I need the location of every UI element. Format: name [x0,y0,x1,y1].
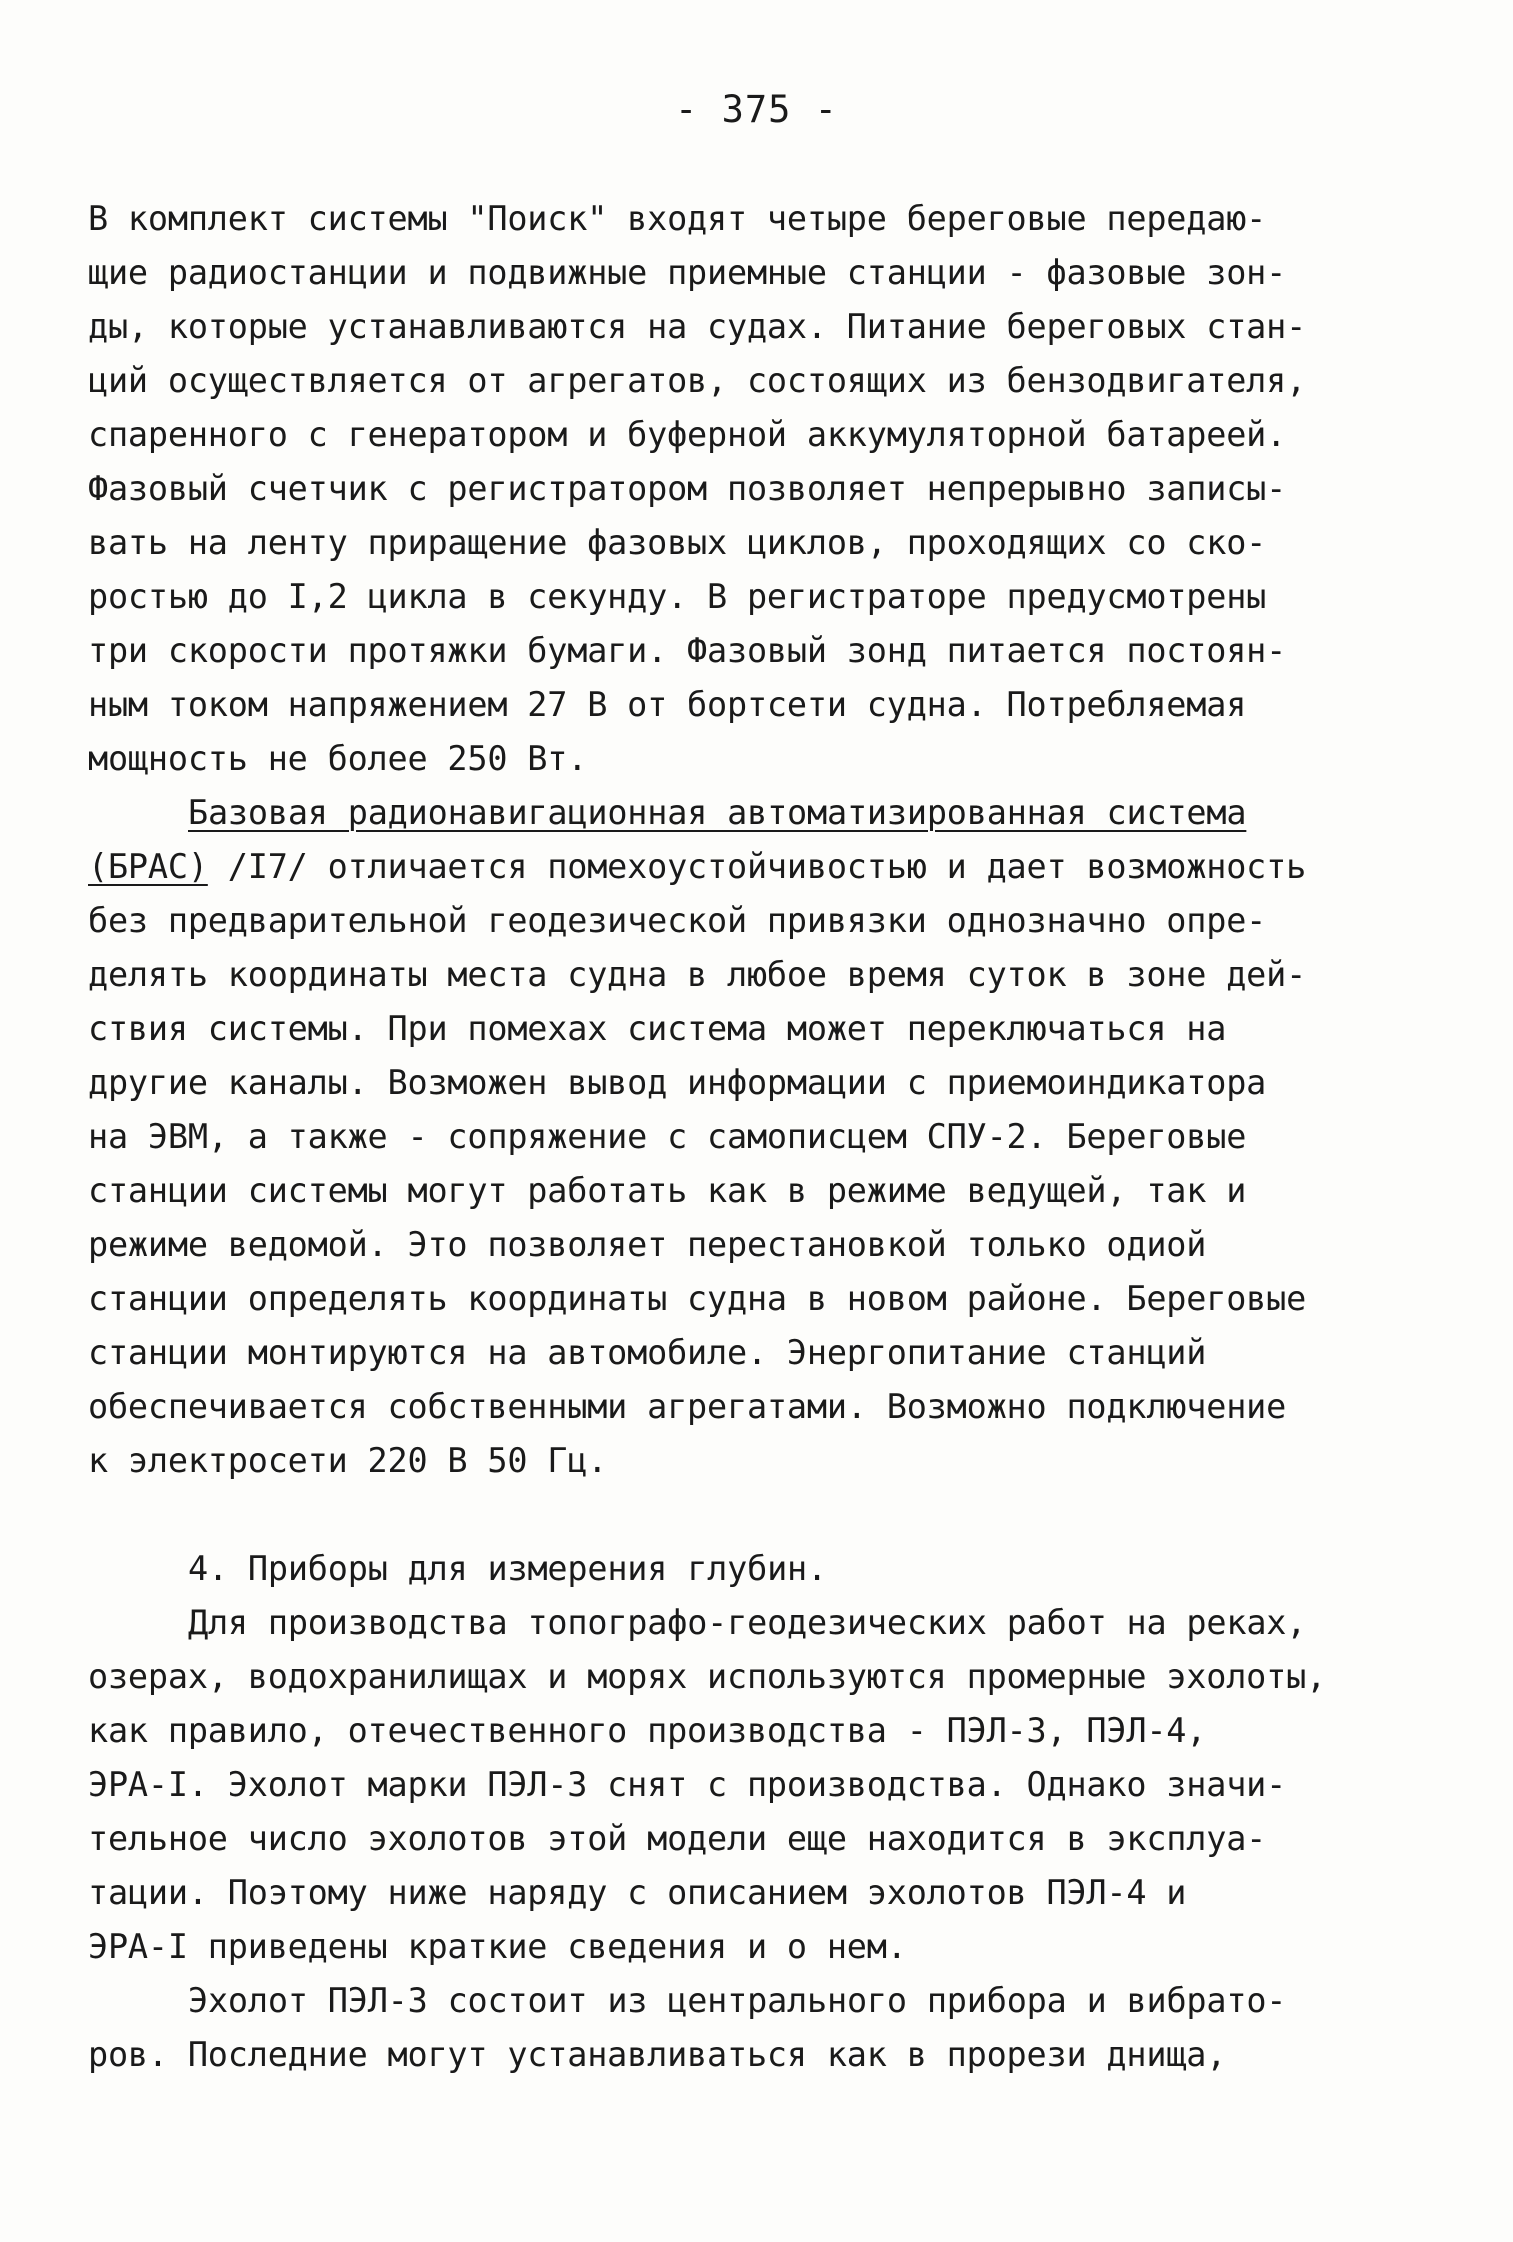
text-line: ЭРА-I приведены краткие сведения и о нем. [88,1927,907,1966]
text-line [88,786,1428,840]
text-line: В комплект системы "Поиск" входят четыре береговые передаю- [88,199,1267,238]
text-line: станции системы могут работать как в режиме ведущей, так и [88,1171,1247,1210]
underlined-abbreviation: (БРАС) [88,847,208,886]
text-line: тельное число эхолотов этой модели еще находится в эксплуа- [88,1819,1267,1858]
text-line: другие каналы. Возможен вывод информации с приемоиндикатора [88,1063,1267,1102]
text-line: обеспечивается собственными агрегатами. Возможно подключение [88,1387,1287,1426]
paragraph-bras [88,786,1428,1488]
text-line: озерах, водохранилищах и морях используются промерные эхолоты, [88,1657,1327,1696]
text-line: ций осуществляется от агрегатов, состоящих из бензодвигателя, [88,361,1307,400]
text-line: ным током напряжением 27 В от бортсети судна. Потребляемая [88,685,1247,724]
text-line: режиме ведомой. Это позволяет перестановкой только одиой [88,1225,1207,1264]
text-line: без предварительной геодезической привязки однозначно опре- [88,901,1267,940]
paragraph-poisk [88,192,1428,786]
document-body [88,192,1428,2082]
text-line: мощность не более 250 Вт. [88,739,588,778]
text-line: спаренного с генератором и буферной аккумуляторной батареей. [88,415,1287,454]
text-line: Эхолот ПЭЛ-3 состоит из центрального прибора и вибрато- [188,1981,1287,2020]
text-line: тации. Поэтому ниже наряду с описанием эхолотов ПЭЛ-4 и [88,1873,1187,1912]
section-heading: 4. Приборы для измерения глубин. [188,1549,827,1588]
text-line: ды, которые устанавливаются на судах. Питание береговых стан- [88,307,1307,346]
text-line: к электросети 220 В 50 Гц. [88,1441,608,1480]
text-line: щие радиостанции и подвижные приемные станции - фазовые зон- [88,253,1287,292]
text-line: ростью до I,2 цикла в секунду. В регистраторе предусмотрены [88,577,1267,616]
paragraph-pel3 [88,1974,1428,2082]
text-line [88,840,1428,894]
text-line: три скорости протяжки бумаги. Фазовый зонд питается постоян- [88,631,1287,670]
text-fragment: /I7/ отличается помехоустойчивостью и дает возможность [207,847,1307,886]
text-line: станции определять координаты судна в новом районе. Береговые [88,1279,1307,1318]
text-line: ЭРА-I. Эхолот марки ПЭЛ-3 снят с производства. Однако значи- [88,1765,1287,1804]
page-number: - 375 - [675,88,838,131]
text-line: Для производства топографо-геодезических работ на реках, [188,1603,1307,1642]
text-line: станции монтируются на автомобиле. Энергопитание станций [88,1333,1207,1372]
text-line: как правило, отечественного производства - ПЭЛ-3, ПЭЛ-4, [88,1711,1207,1750]
underlined-system-name: Базовая радионавигационная автоматизированная система [188,793,1247,832]
blank-line [88,1488,1428,1542]
paragraph-echo-sounders [88,1596,1428,1974]
text-line: Фазовый счетчик с регистратором позволяет непрерывно записы- [88,469,1287,508]
text-line: вать на ленту приращение фазовых циклов, проходящих со ско- [88,523,1267,562]
text-line: на ЭВМ, а также - сопряжение с самописцем СПУ-2. Береговые [88,1117,1247,1156]
text-line: ствия системы. При помехах система может переключаться на [88,1009,1227,1048]
text-line: делять координаты места судна в любое время суток в зоне дей- [88,955,1307,994]
text-line: ров. Последние могут устанавливаться как в прорези днища, [88,2035,1227,2074]
